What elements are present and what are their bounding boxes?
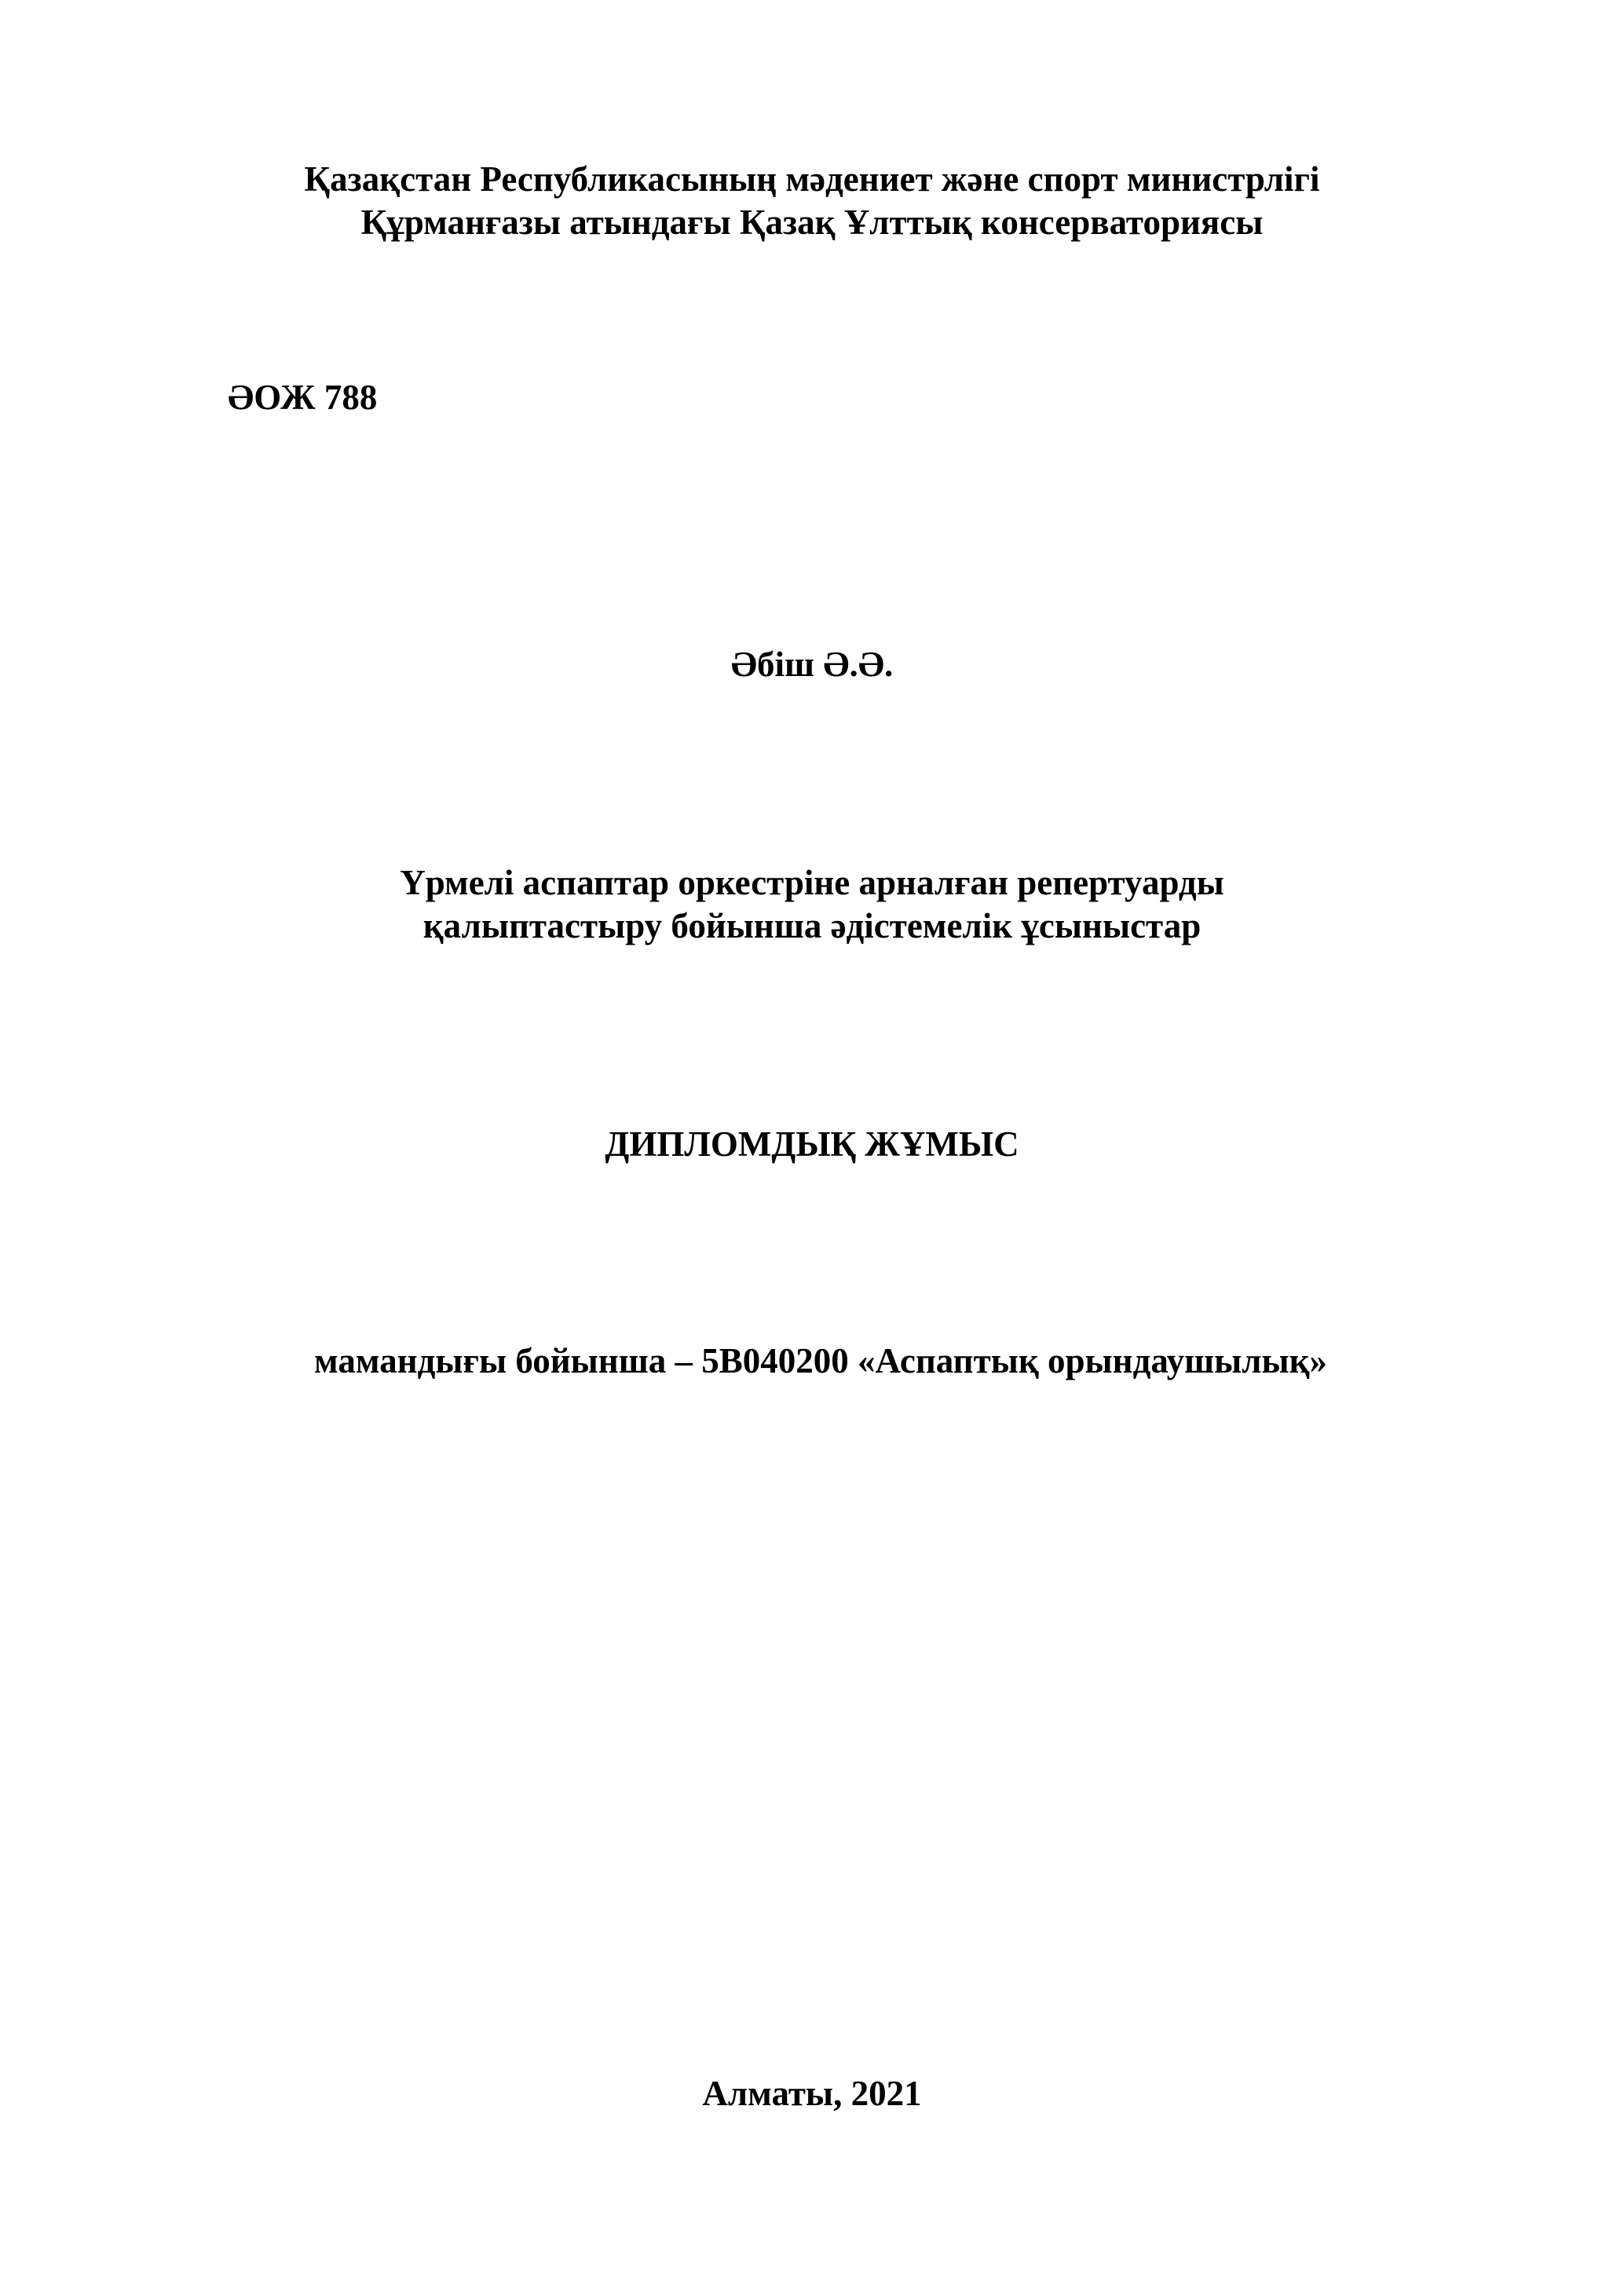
conservatory-name: Құрманғазы атындағы Қазақ Ұлттық консерваториясы <box>360 203 1264 242</box>
ministry-name: Қазақстан Республикасының мәдениет және спорт министрлігі <box>304 159 1320 199</box>
thesis-title-line-1: Үрмелі аспаптар оркестріне арналған репертуарды <box>400 863 1224 902</box>
udc-code: ӘОЖ 788 <box>228 378 378 417</box>
thesis-title-line-2: қалыптастыру бойынша әдістемелік ұсыныстар <box>422 906 1202 945</box>
city-year: Алматы, 2021 <box>702 2074 922 2113</box>
author-name: Әбіш Ә.Ә. <box>730 645 894 684</box>
specialty-line: мамандығы бойынша – 5В040200 «Аспаптық орындаушылық» <box>314 1341 1328 1380</box>
work-type-heading: ДИПЛОМДЫҚ ЖҰМЫС <box>605 1124 1019 1164</box>
